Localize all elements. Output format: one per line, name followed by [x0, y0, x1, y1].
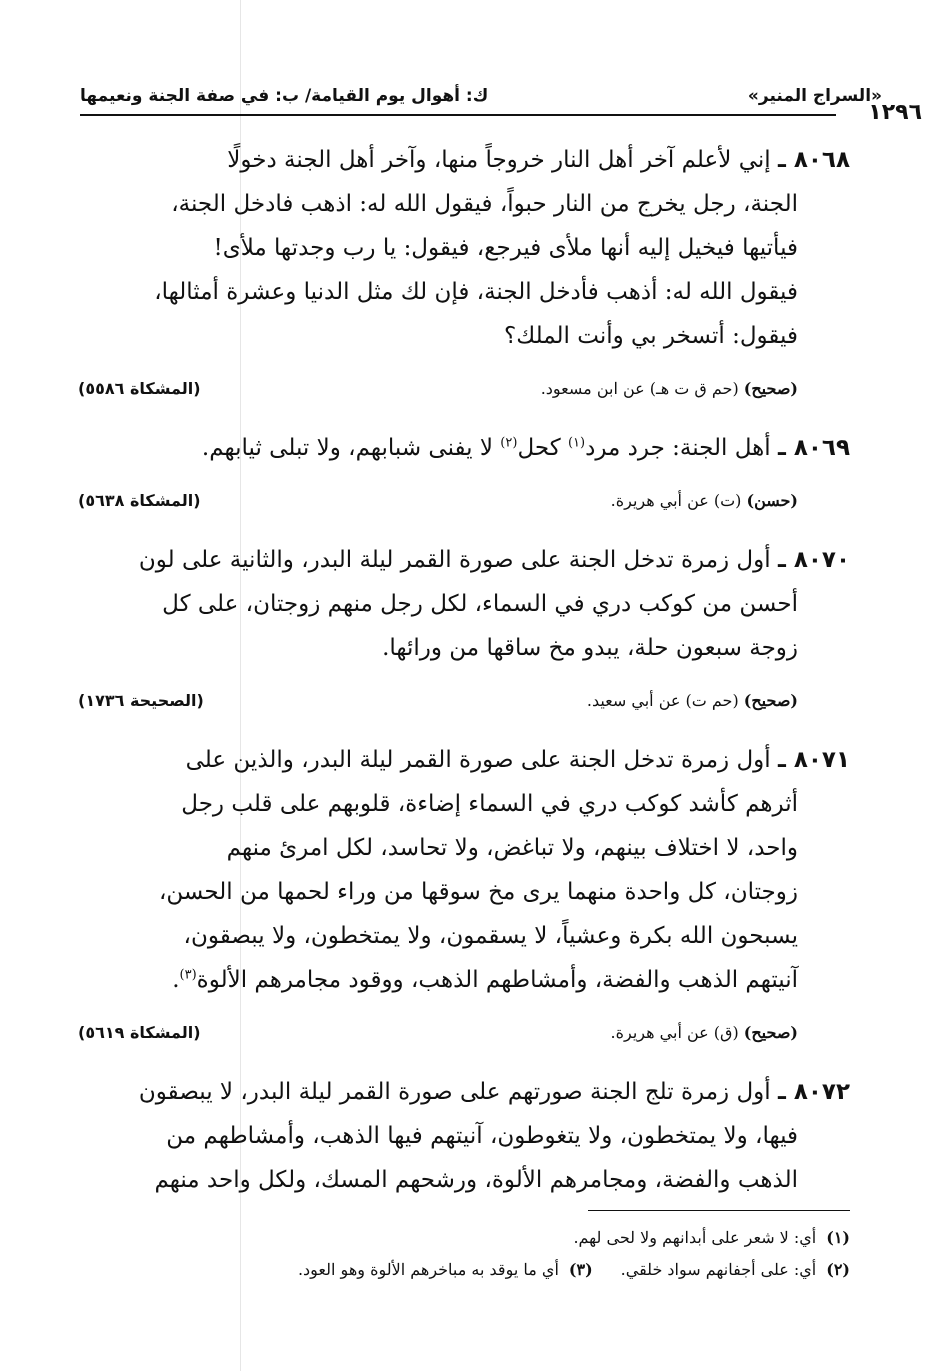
hadith-text-line: آنيتهم الذهب والفضة، وأمشاطهم الذهب، ووقود مجامرهم الألوة [196, 967, 798, 993]
footnote-text: أي: لا شعر على أبدانهم ولا لحى لهم. [573, 1228, 817, 1247]
hadith-text-line: زوجة سبعون حلة، يبدو مخ ساقها من ورائها. [382, 635, 798, 661]
hadith-number: ٨٠٦٩ ـ [777, 435, 850, 461]
hadith-text-line: الذهب والفضة، ومجامرهم الألوة، ورشحهم المسك، ولكل واحد منهم [154, 1167, 798, 1193]
hadith-text-line: واحد، لا اختلاف بينهم، ولا تباغض، ولا تحاسد، لكل امرئ منهم [226, 835, 798, 861]
footnote-rule [588, 1210, 850, 1211]
hadith-text-line: أحسن من كوكب دري في السماء، لكل رجل منهم زوجتان، على كل [162, 591, 798, 617]
hadith-grade: (صحيح) [743, 1023, 798, 1042]
page-number: ١٢٩٦ [868, 100, 922, 125]
hadith-source: (المشكاة ٥٥٨٦) [78, 379, 201, 398]
hadith-number: ٨٠٧٠ ـ [777, 547, 850, 573]
footnote-ref[interactable]: (٣) [179, 967, 197, 983]
hadith-text-line: زوجتان، كل واحدة منهما يرى مخ سوقها من وراء لحمها من الحسن، [158, 879, 798, 905]
hadith-8068 [78, 138, 850, 404]
hadith-text-segment: لا يفنى شبابهم، ولا تبلى ثيابهم. [201, 435, 501, 461]
footnote-mark: (٣) [568, 1260, 593, 1279]
hadith-text-line: فيقول: أتسخر بي وأنت الملك؟ [504, 323, 798, 349]
hadith-source: (المشكاة ٥٦٣٨) [78, 491, 201, 510]
hadith-8072 [78, 1070, 850, 1202]
footnote-mark: (١) [826, 1228, 850, 1247]
hadith-source: (المشكاة ٥٦١٩) [78, 1023, 201, 1042]
hadith-narration: (حم ت) عن أبي سعيد. [586, 691, 739, 710]
footnote-1 [78, 1222, 850, 1254]
footnote-2-3 [78, 1254, 850, 1286]
hadith-text-line: أول زمرة تدخل الجنة على صورة القمر ليلة البدر، والذين على [185, 747, 771, 773]
hadith-text-line: الجنة، رجل يخرج من النار حبواً، فيقول الله له: اذهب فادخل الجنة، [171, 191, 798, 217]
hadith-text-line: إني لأعلم آخر أهل النار خروجاً منها، وآخر أهل الجنة دخولًا [227, 147, 771, 173]
hadith-reference [78, 1018, 850, 1048]
hadith-grade: (حسن) [746, 491, 798, 510]
hadith-text-segment: . [172, 967, 180, 993]
hadith-narration: (حم ق ت هـ) عن ابن مسعود. [540, 379, 739, 398]
book-title: «السراج المنير» [747, 86, 882, 106]
running-header [80, 86, 882, 116]
hadith-number: ٨٠٧١ ـ [777, 747, 850, 773]
hadith-text-segment: أهل الجنة: جرد مرد [585, 435, 771, 461]
chapter-title: ك: أهوال يوم القيامة/ ب: في صفة الجنة ونعيمها [80, 86, 489, 106]
header-rule [80, 114, 836, 116]
hadith-8070 [78, 538, 850, 716]
hadith-reference [78, 374, 850, 404]
footnote-ref[interactable]: (١) [567, 435, 586, 451]
hadith-8071 [78, 738, 850, 1048]
footnote-text: أي ما يوقد به مباخرهم الألوة وهو العود. [297, 1260, 559, 1279]
hadith-grade: (صحيح) [743, 691, 798, 710]
hadith-text-line: أثرهم كأشد كوكب دري في السماء إضاءة، قلوبهم على قلب رجل [181, 791, 798, 817]
footnote-ref[interactable]: (٢) [500, 435, 518, 451]
hadith-reference [78, 486, 850, 516]
hadith-number: ٨٠٦٨ ـ [777, 147, 850, 173]
footnotes [78, 1222, 850, 1286]
hadith-text-line: فيها، ولا يمتخطون، ولا يتغوطون، آنيتهم فيها الذهب، وأمشاطهم من [166, 1123, 798, 1149]
hadith-reference [78, 686, 850, 716]
hadith-narration: (ق) عن أبي هريرة. [610, 1023, 739, 1042]
hadith-8069 [78, 426, 850, 516]
hadith-narration: (ت) عن أبي هريرة. [610, 491, 742, 510]
hadith-text-line: أول زمرة تلج الجنة صورتهم على صورة القمر ليلة البدر، لا يبصقون [138, 1079, 771, 1105]
footnote-text: أي: على أجفانهم سواد خلقي. [620, 1260, 817, 1279]
hadith-text-line: فيأتيها فيخيل إليه أنها ملأى فيرجع، فيقول: يا رب وجدتها ملأى! [213, 235, 798, 261]
hadith-source: (الصحيحة ١٧٣٦) [78, 691, 204, 710]
hadith-text-segment: كحل [517, 435, 568, 461]
hadith-text-line: فيقول الله له: أذهب فأدخل الجنة، فإن لك مثل الدنيا وعشرة أمثالها، [154, 279, 798, 305]
hadith-list [78, 138, 850, 1202]
hadith-text-line: يسبحون الله بكرة وعشياً، لا يسقمون، ولا يمتخطون، ولا يبصقون، [183, 923, 798, 949]
footnote-mark: (٢) [826, 1260, 850, 1279]
hadith-number: ٨٠٧٢ ـ [777, 1079, 850, 1105]
hadith-grade: (صحيح) [743, 379, 798, 398]
hadith-text-line: أول زمرة تدخل الجنة على صورة القمر ليلة البدر، والثانية على لون [138, 547, 771, 573]
